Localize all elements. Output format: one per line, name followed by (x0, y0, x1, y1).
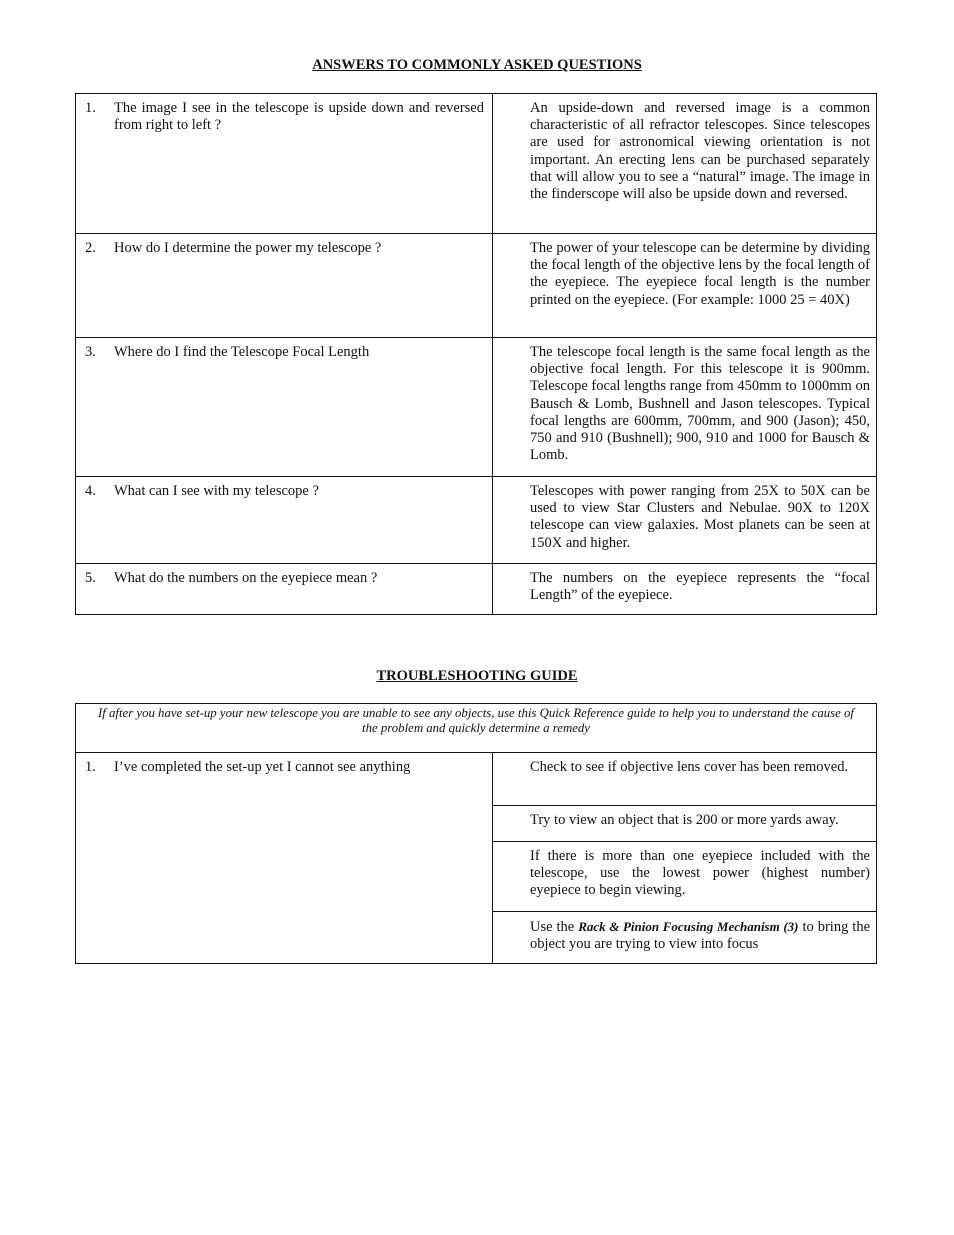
faq-question: What do the numbers on the eyepiece mean ? (114, 570, 378, 586)
faq-table (75, 93, 877, 615)
remedy: Check to see if objective lens cover has been removed. (530, 759, 849, 775)
faq-answer: The power of your telescope can be determine by dividing the focal length of the objective lens by the focal length of the eyepiece. The eyepiece focal length is the number printed on the eyepiece. (For example: 1000 25 = 40X) (530, 240, 870, 308)
faq-number: 4. (85, 483, 96, 499)
remedy: If there is more than one eyepiece included with the telescope, use the lowest power (highest number) eyepiece to begin viewing. (493, 841, 876, 911)
faq-row (76, 94, 876, 233)
faq-number: 5. (85, 570, 96, 586)
troubleshooting-row (76, 752, 876, 963)
faq-row (76, 563, 876, 614)
troubleshooting-table (75, 703, 877, 964)
faq-answer: An upside-down and reversed image is a common characteristic of all refractor telescopes. Since telescopes are used for astronomical viewing orientation is not important. An erecting lens can be purchased separately that will allow you to see a “natural” image. The image in the finderscope will also be upside down and reversed. (530, 100, 870, 203)
remedy (493, 911, 876, 963)
faq-question: Where do I find the Telescope Focal Length (114, 344, 370, 360)
faq-number: 1. (85, 100, 96, 116)
remedy: Try to view an object that is 200 or more yards away. (493, 805, 876, 841)
faq-number: 3. (85, 344, 96, 360)
faq-question-cell (76, 477, 493, 563)
problem-number: 1. (85, 759, 96, 775)
faq-answer: The telescope focal length is the same focal length as the objective focal length. For this telescope it is 900mm. Telescope focal lengths range from 450mm to 1000mm on Bausch & Lomb, Bushnell and Jason telescopes. Typical focal lengths are 600mm, 700mm, and 900 (Jason); 450, 750 and 910 (Bushnell); 900, 910 and 1000 for Bausch & Lomb. (530, 344, 870, 464)
troubleshooting-intro: If after you have set-up your new telescope you are unable to see any objects, use this Quick Reference guide to help you to understand the cause of the problem and quickly determine a remedy (98, 706, 854, 736)
faq-question-cell (76, 338, 493, 476)
faq-answer: The numbers on the eyepiece represents the “focal Length” of the eyepiece. (530, 570, 870, 604)
problem-cell (76, 753, 493, 963)
faq-row (76, 337, 876, 476)
faq-row (76, 476, 876, 563)
remedies (493, 753, 876, 963)
faq-title: ANSWERS TO COMMONLY ASKED QUESTIONS (312, 57, 642, 73)
faq-question-cell (76, 94, 493, 233)
faq-question-cell (76, 564, 493, 614)
remedy-emphasis: Rack & Pinion Focusing Mechanism (3) (578, 919, 799, 934)
faq-row (76, 233, 876, 337)
faq-answer: Telescopes with power ranging from 25X to 50X can be used to view Star Clusters and Nebulae. 90X to 120X telescope can view galaxies. Most planets can be seen at 150X and higher. (530, 483, 870, 551)
problem-text: I’ve completed the set-up yet I cannot see anything (114, 759, 411, 775)
faq-question: The image I see in the telescope is upside down and reversed from right to left ? (114, 100, 484, 134)
troubleshooting-title: TROUBLESHOOTING GUIDE (376, 668, 578, 684)
remedy-prefix: Use the (530, 919, 575, 935)
faq-question: How do I determine the power my telescope ? (114, 240, 382, 256)
remedy-suffix: to bring the object you are trying to view into focus (530, 919, 871, 953)
faq-number: 2. (85, 240, 96, 256)
faq-question: What can I see with my telescope ? (114, 483, 319, 499)
faq-question-cell (76, 234, 493, 337)
